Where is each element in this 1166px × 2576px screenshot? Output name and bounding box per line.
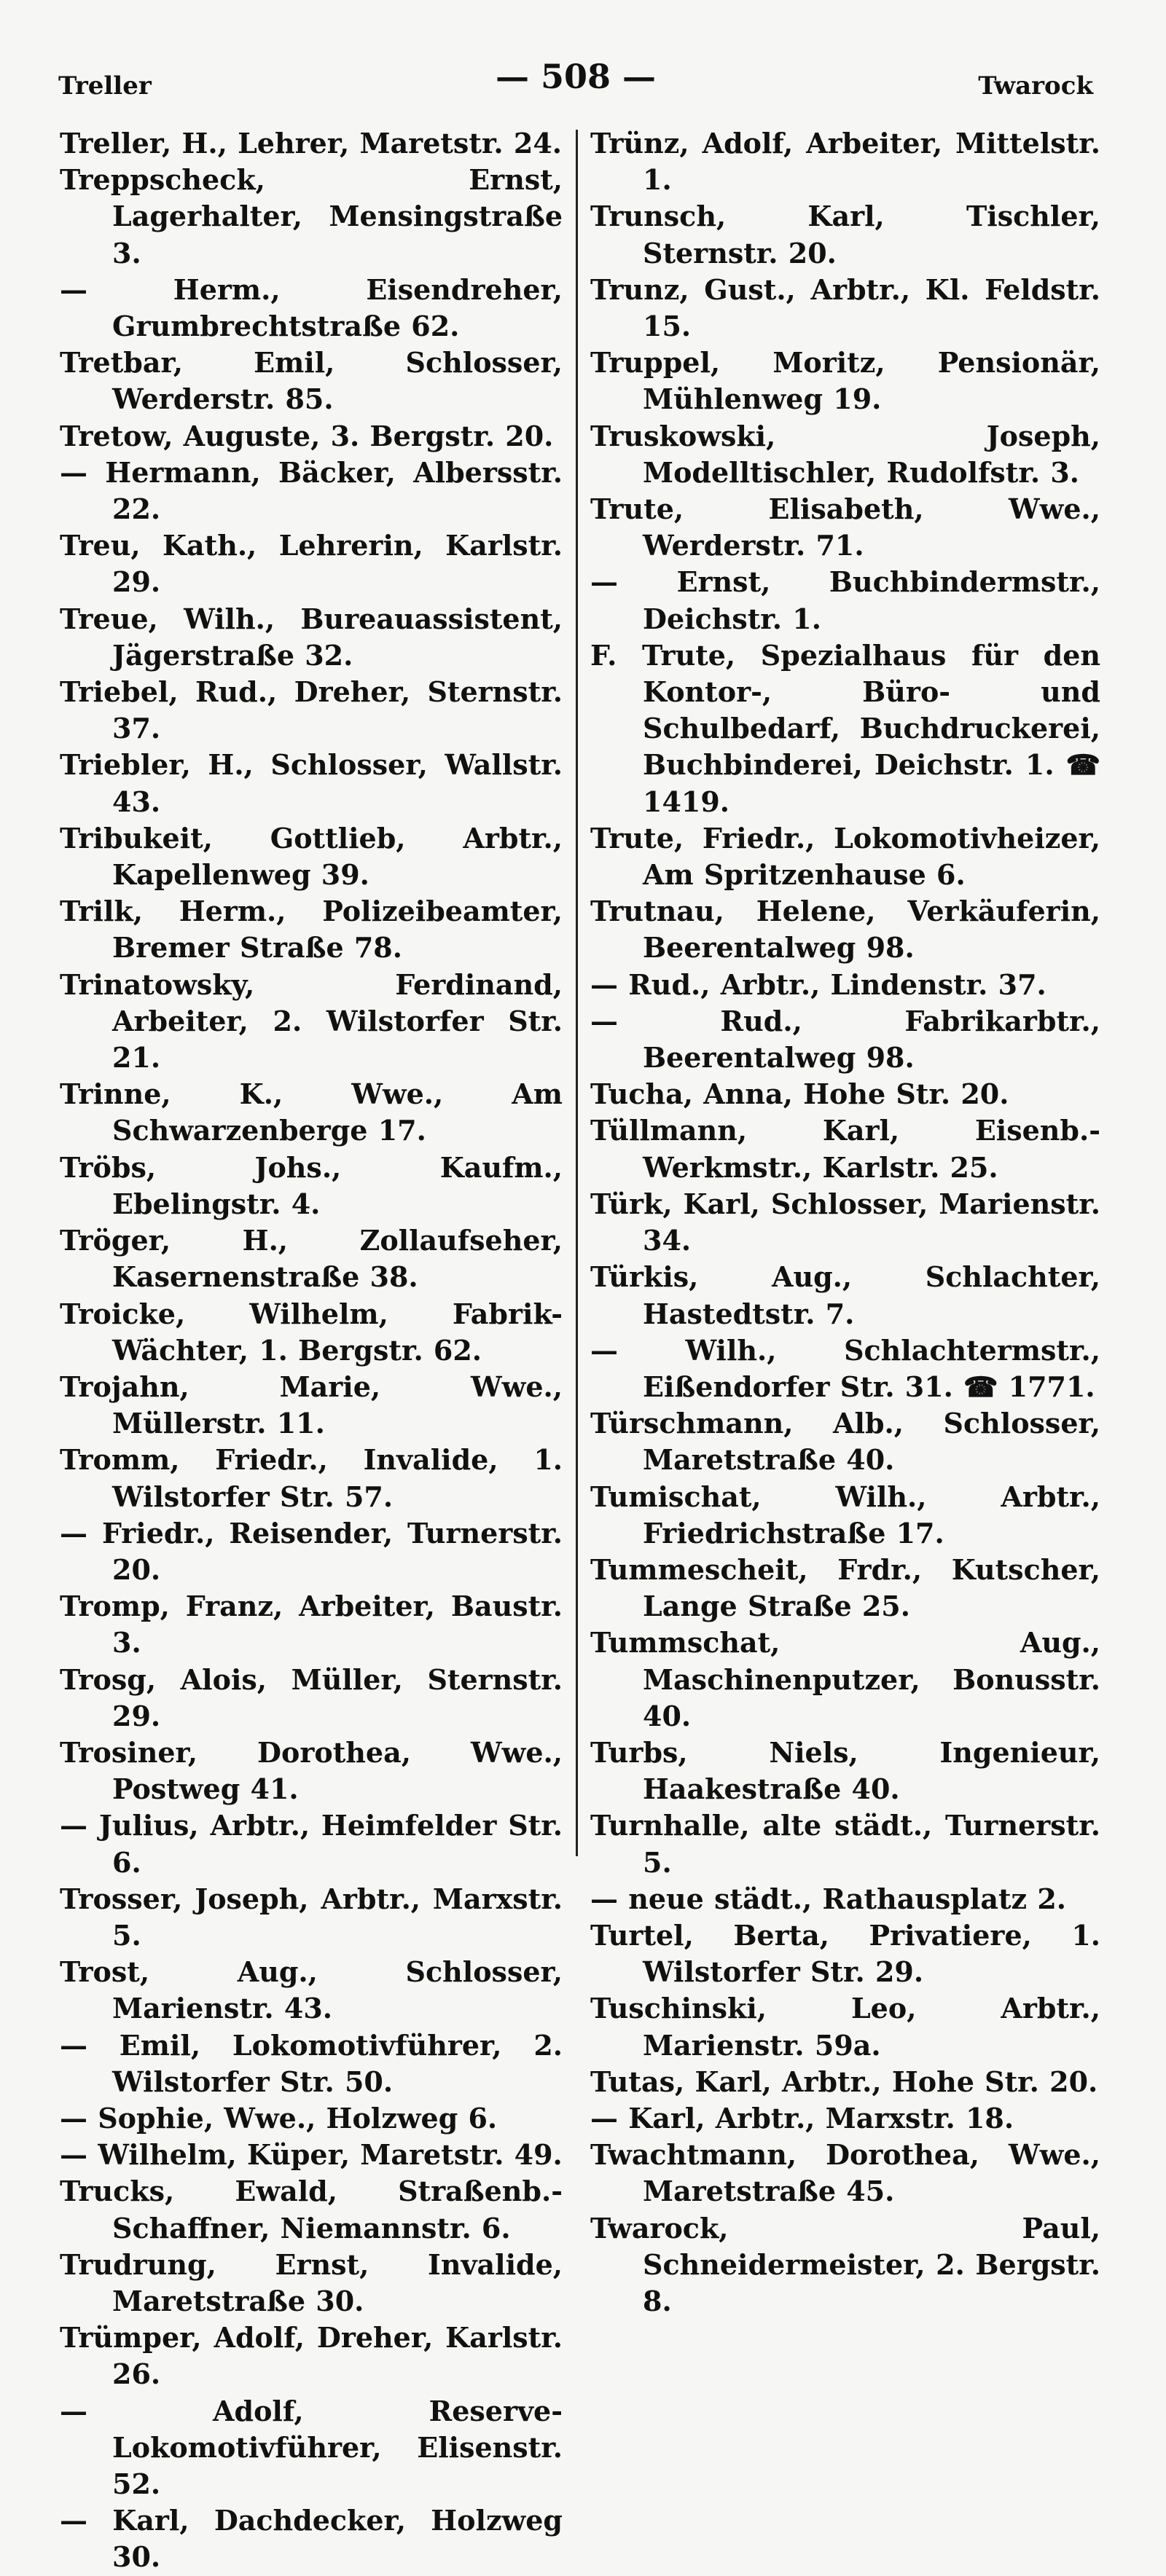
directory-entry: Trosiner, Dorothea, Wwe., Postweg 41. (60, 1735, 563, 1806)
right-column (590, 125, 1100, 2320)
directory-entry: Trosser, Joseph, Arbtr., Marxstr. 5. (60, 1882, 563, 1952)
directory-entry: Truppel, Moritz, Pensionär, Mühlenweg 19. (590, 346, 1100, 416)
directory-entry: Turnhalle, alte städt., Turnerstr. 5. (590, 1809, 1100, 1879)
column-divider (576, 130, 578, 1856)
directory-entry: Trosg, Alois, Müller, Sternstr. 29. (60, 1662, 563, 1732)
directory-entry: — Rud., Arbtr., Lindenstr. 37. (590, 967, 1046, 1001)
directory-entry: Trucks, Ewald, Straßenb.-Schaffner, Niemannstr. 6. (60, 2175, 563, 2245)
directory-entry: Tummescheit, Frdr., Kutscher, Lange Straße 25. (590, 1552, 1100, 1623)
directory-entry: Trudrung, Ernst, Invalide, Maretstraße 30. (60, 2247, 563, 2317)
directory-entry: Trutnau, Helene, Verkäuferin, Beerentalweg 98. (590, 895, 1100, 965)
directory-entry: Trunz, Gust., Arbtr., Kl. Feldstr. 15. (590, 272, 1100, 343)
directory-entry: Treppscheck, Ernst, Lagerhalter, Mensingstraße 3. (60, 163, 563, 270)
directory-entry: Trilk, Herm., Polizeibeamter, Bremer Straße 78. (60, 895, 563, 965)
directory-entry: Treller, H., Lehrer, Maretstr. 24. (60, 127, 562, 160)
directory-entry: Tretbar, Emil, Schlosser, Werderstr. 85. (60, 346, 563, 416)
directory-entry: — Emil, Lokomotivführer, 2. Wilstorfer Str. 50. (60, 2028, 563, 2098)
directory-entry: Türkis, Aug., Schlachter, Hastedtstr. 7. (590, 1260, 1100, 1330)
directory-entry: Turtel, Berta, Privatiere, 1. Wilstorfer Str. 29. (590, 1918, 1100, 1989)
directory-entry: Tröger, H., Zollaufseher, Kasernenstraße 38. (60, 1224, 563, 1294)
directory-entry: Trünz, Adolf, Arbeiter, Mittelstr. 1. (590, 127, 1100, 197)
directory-entry: — Herm., Eisendreher, Grumbrechtstraße 62. (60, 272, 563, 343)
directory-entry: Troicke, Wilhelm, Fabrik-Wächter, 1. Bergstr. 62. (60, 1297, 563, 1367)
directory-entry: — Wilhelm, Küper, Maretstr. 49. (60, 2138, 563, 2172)
directory-entry: Tröbs, Johs., Kaufm., Ebelingstr. 4. (60, 1150, 563, 1220)
directory-entry: Türschmann, Alb., Schlosser, Maretstraße 40. (590, 1407, 1100, 1477)
directory-entry: Triebel, Rud., Dreher, Sternstr. 37. (60, 675, 563, 745)
directory-entry: Treu, Kath., Lehrerin, Karlstr. 29. (60, 529, 563, 599)
directory-entry: Tüllmann, Karl, Eisenb.-Werkmstr., Karlstr. 25. (590, 1114, 1100, 1184)
directory-entry: — Adolf, Reserve-Lokomotivführer, Elisenstr. 52. (60, 2394, 563, 2500)
directory-entry: Twachtmann, Dorothea, Wwe., Maretstraße 45. (590, 2138, 1100, 2208)
directory-entry: Trinne, K., Wwe., Am Schwarzenberge 17. (60, 1077, 563, 1147)
directory-entry: Tuschinski, Leo, Arbtr., Marienstr. 59a. (590, 1992, 1100, 2062)
directory-entry: — Sophie, Wwe., Holzweg 6. (60, 2101, 498, 2135)
directory-entry: — Karl, Dachdecker, Holzweg 30. (60, 2504, 563, 2574)
directory-entry: — Wilh., Schlachtermstr., Eißendorfer Str. 31. ☎ 1771. (590, 1333, 1100, 1403)
page-number: — 508 — (495, 57, 657, 96)
page-header (58, 57, 1093, 101)
directory-entry: Tucha, Anna, Hohe Str. 20. (590, 1077, 1009, 1111)
directory-entry: Trute, Elisabeth, Wwe., Werderstr. 71. (590, 492, 1100, 562)
directory-entry: Trinatowsky, Ferdinand, Arbeiter, 2. Wilstorfer Str. 21. (60, 967, 563, 1075)
directory-entry: Trunsch, Karl, Tischler, Sternstr. 20. (590, 200, 1100, 270)
directory-entry: Twarock, Paul, Schneidermeister, 2. Bergstr. 8. (590, 2211, 1100, 2317)
directory-entry: — Julius, Arbtr., Heimfelder Str. 6. (60, 1809, 563, 1879)
directory-entry: Turbs, Niels, Ingenieur, Haakestraße 40. (590, 1735, 1100, 1806)
directory-entry: F. Trute, Spezialhaus für den Kontor-, Büro- und Schulbedarf, Buchdruckerei, Buchbinderei, Deichstr. 1. ☎ 1419. (590, 638, 1100, 818)
directory-entry: Trümper, Adolf, Dreher, Karlstr. 26. (60, 2321, 563, 2391)
directory-entry: — Ernst, Buchbindermstr., Deichstr. 1. (590, 565, 1100, 635)
directory-entry: Truskowski, Joseph, Modelltischler, Rudolfstr. 3. (590, 419, 1100, 489)
directory-entry: Tummschat, Aug., Maschinenputzer, Bonusstr. 40. (590, 1626, 1100, 1732)
left-column (60, 125, 563, 2576)
directory-entry: — Rud., Fabrikarbtr., Beerentalweg 98. (590, 1004, 1100, 1075)
directory-entry: Türk, Karl, Schlosser, Marienstr. 34. (590, 1187, 1100, 1257)
directory-entry: Triebler, H., Schlosser, Wallstr. 43. (60, 748, 563, 818)
directory-entry: Tutas, Karl, Arbtr., Hohe Str. 20. (590, 2065, 1098, 2098)
header-first-name: Treller (58, 71, 152, 101)
directory-entry: Tretow, Auguste, 3. Bergstr. 20. (60, 419, 554, 452)
directory-entry: — Friedr., Reisender, Turnerstr. 20. (60, 1516, 563, 1586)
directory-entry: Trute, Friedr., Lokomotivheizer, Am Spritzenhause 6. (590, 821, 1100, 892)
directory-entry: Tromm, Friedr., Invalide, 1. Wilstorfer Str. 57. (60, 1443, 563, 1513)
directory-entry: — neue städt., Rathausplatz 2. (590, 1882, 1067, 1915)
directory-entry: — Karl, Arbtr., Marxstr. 18. (590, 2101, 1014, 2135)
directory-entry: Tumischat, Wilh., Arbtr., Friedrichstraße 17. (590, 1480, 1100, 1550)
directory-entry: Treue, Wilh., Bureauassistent, Jägerstraße 32. (60, 602, 563, 672)
directory-entry: Trost, Aug., Schlosser, Marienstr. 43. (60, 1955, 563, 2025)
directory-entry: Tromp, Franz, Arbeiter, Baustr. 3. (60, 1590, 563, 1660)
directory-entry: Tribukeit, Gottlieb, Arbtr., Kapellenweg 39. (60, 821, 563, 892)
header-last-name: Twarock (978, 71, 1093, 101)
directory-entry: — Hermann, Bäcker, Albersstr. 22. (60, 455, 563, 526)
directory-entry: Trojahn, Marie, Wwe., Müllerstr. 11. (60, 1370, 563, 1440)
